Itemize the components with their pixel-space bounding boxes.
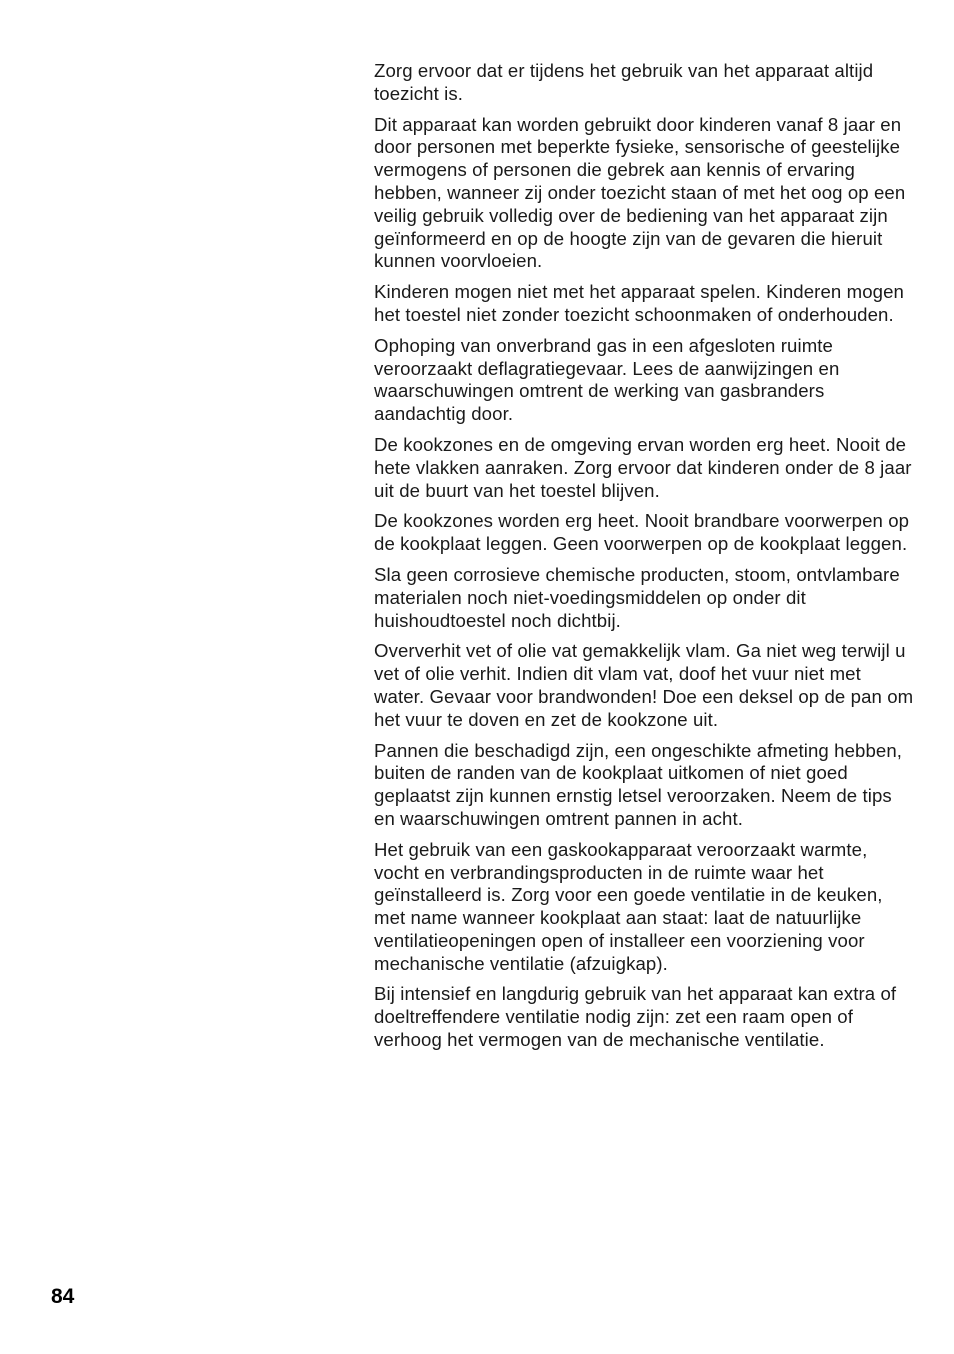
page-number: 84 [51,1285,75,1308]
paragraph-ventilation: Het gebruik van een gaskookapparaat veroorzaakt warmte, vocht en verbrandingsproducten in de ruimte waar het geïnstalleerd is. Zorg voor een goede ventilatie in de keuken, met name wanneer kookplaat aan staat: laat de natuurlijke ventilatieopeningen open of installeer een voorziening voor mechanische ventilatie (afzuigkap). [374,838,883,974]
paragraph-flammable-objects: De kookzones worden erg heet. Nooit brandbare voorwerpen op de kookplaat leggen. Geen voorwerpen op de kookplaat leggen. [374,510,910,555]
paragraph-children-and-persons: Dit apparaat kan worden gebruikt door kinderen vanaf 8 jaar en door personen met beperkte fysieke, sensorische of geestelijke vermogens of personen die gebrek aan kennis of ervaring hebben, wanneer zij onder toezicht staan of met het oog op een veilig gebruik volledig over de bediening van het apparaat zijn geïnformeerd en op de hoogte zijn van de gevaren die hieruit kunnen voorvloeien. [374,113,906,272]
paragraph-supervision: Zorg ervoor dat er tijdens het gebruik van het apparaat altijd toezicht is. [374,60,874,104]
paragraph-overheated-oil: Oververhit vet of olie vat gemakkelijk vlam. Ga niet weg terwijl u vet of olie verhit. Indien dit vlam vat, doof het vuur niet met water. Gevaar voor brandwonden! Doe een deksel op de pan om het vuur te doven en zet de kookzone uit. [374,640,914,730]
safety-instructions [374,60,914,1060]
paragraph-damaged-pans: Pannen die beschadigd zijn, een ongeschikte afmeting hebben, buiten de randen van de kookplaat uitkomen of niet goed geplaatst zijn kunnen ernstig letsel veroorzaken. Neem de tips en waarschuwingen omtrent pannen in acht. [374,739,903,829]
paragraph-unburnt-gas: Ophoping van onverbrand gas in een afgesloten ruimte veroorzaakt deflagratiegevaar. Lees de aanwijzingen en waarschuwingen omtrent de werking van gasbranders aandachtig door. [374,334,840,425]
paragraph-corrosive-products: Sla geen corrosieve chemische producten, stoom, ontvlambare materialen noch niet-voedingsmiddelen op onder dit huishoudtoestel noch dichtbij. [374,563,900,631]
paragraph-extra-ventilation: Bij intensief en langdurig gebruik van het apparaat kan extra of doeltreffendere ventilatie nodig zijn: zet een raam open of verhoog het vermogen van de mechanische ventilatie. [374,983,897,1051]
paragraph-children-play: Kinderen mogen niet met het apparaat spelen. Kinderen mogen het toestel niet zonder toezicht schoonmaken of onderhouden. [374,281,904,325]
paragraph-hot-zones: De kookzones en de omgeving ervan worden erg heet. Nooit de hete vlakken aanraken. Zorg ervoor dat kinderen onder de 8 jaar uit de buurt van het toestel blijven. [374,433,912,501]
